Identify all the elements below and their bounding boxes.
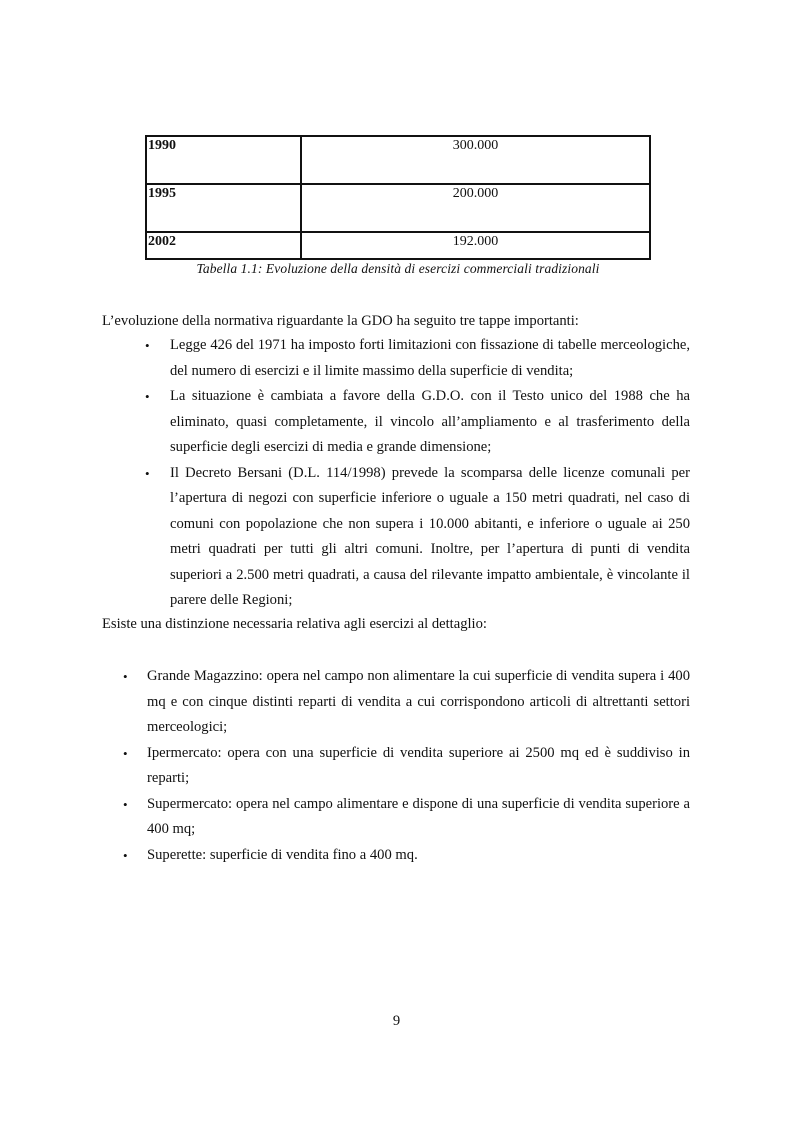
- table-row: [146, 136, 650, 184]
- list-item: [145, 333, 690, 384]
- list-item-text: Grande Magazzino: opera nel campo non alimentare la cui superficie di vendita supera i 400 mq e con cinque distinti reparti di vendita a cui corrispondono articoli di altrettanti settori merceologici;: [147, 668, 690, 735]
- bullet-icon: •: [123, 669, 128, 684]
- value-cell: 200.000: [301, 184, 650, 232]
- bullet-icon: •: [145, 389, 150, 404]
- list-item: [123, 741, 690, 792]
- section2-list: [123, 664, 690, 868]
- bullet-icon: •: [123, 745, 128, 761]
- year-cell: 1995: [146, 184, 301, 232]
- table-caption: Tabella 1.1: Evoluzione della densità di esercizi commerciali tradizionali: [196, 261, 600, 276]
- year-cell: 1990: [146, 136, 301, 184]
- list-item: [145, 461, 690, 614]
- list-item-text: Supermercato: opera nel campo alimentare e dispone di una superficie di vendita superiore a 400 mq;: [147, 795, 690, 837]
- list-item: [123, 843, 690, 869]
- bullet-icon: •: [123, 796, 128, 812]
- list-item: [145, 384, 690, 461]
- section1-intro: L’evoluzione della normativa riguardante la GDO ha seguito tre tappe importanti:: [102, 313, 579, 329]
- density-table: [145, 135, 651, 260]
- section2-intro: Esiste una distinzione necessaria relativa agli esercizi al dettaglio:: [102, 616, 487, 632]
- bullet-icon: •: [145, 465, 150, 481]
- list-item: [123, 792, 690, 843]
- section1-list: [145, 333, 690, 614]
- list-item-text: Legge 426 del 1971 ha imposto forti limitazioni con fissazione di tabelle merceologiche, del numero di esercizi e il limite massimo della superficie di vendita;: [170, 337, 690, 379]
- value-cell: 192.000: [301, 232, 650, 259]
- list-item: [123, 664, 690, 741]
- year-cell: 2002: [146, 232, 301, 259]
- list-item-text: Ipermercato: opera con una superficie di vendita superiore ai 2500 mq ed è suddiviso in reparti;: [147, 744, 690, 786]
- list-item-text: La situazione è cambiata a favore della G.D.O. con il Testo unico del 1988 che ha eliminato, quasi completamente, il vincolo all’ampliamento e al trasferimento della superficie degli esercizi di media e grande dimensione;: [170, 388, 690, 455]
- page-number: 9: [392, 1013, 401, 1029]
- list-item-text: Superette: superficie di vendita fino a 400 mq.: [147, 846, 418, 863]
- bullet-icon: •: [145, 338, 150, 353]
- value-cell: 300.000: [301, 136, 650, 184]
- table-row: [146, 184, 650, 232]
- bullet-icon: •: [123, 847, 128, 863]
- list-item-text: Il Decreto Bersani (D.L. 114/1998) prevede la scomparsa delle licenze comunali per l’apertura di negozi con superficie inferiore o uguale a 150 metri quadrati, nel caso di comuni con popolazione che non supera i 10.000 abitanti, e inferiore o uguale ai 250 metri quadrati per tutti gli altri comuni. Inoltre, per l’apertura di punti di vendita superiori a 2.500 metri quadrati, a causa del rilevante impatto ambientale, è vincolante il parere delle Regioni;: [170, 464, 690, 608]
- table-row: [146, 232, 650, 259]
